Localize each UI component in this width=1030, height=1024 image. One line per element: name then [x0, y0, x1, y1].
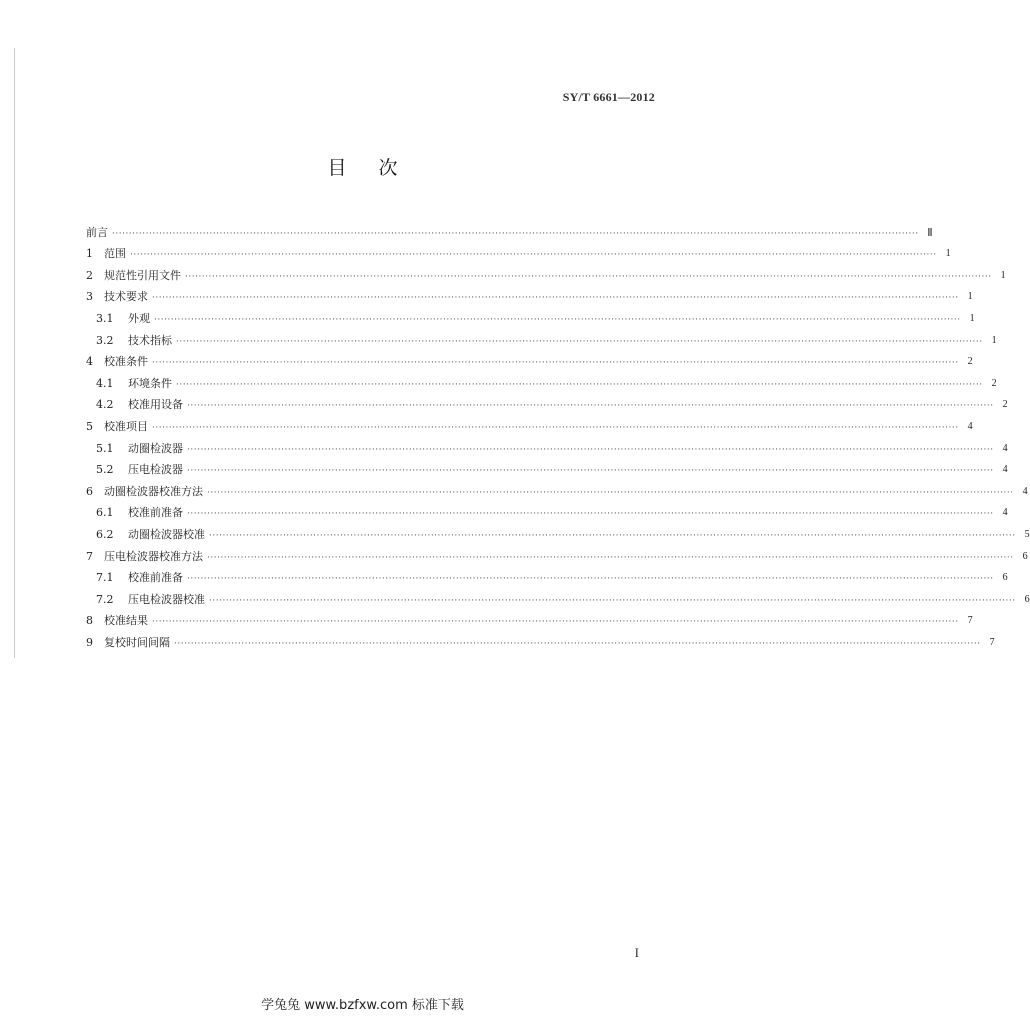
toc-entry-number: 5: [86, 419, 93, 433]
toc-entry-number: 6.2: [96, 527, 114, 541]
toc-entry-page: 7: [989, 636, 995, 648]
toc-entry-number: 4.1: [96, 376, 114, 390]
toc-entry-page: 4: [1002, 507, 1008, 519]
toc-entry-label: 环境条件: [128, 376, 172, 390]
binding-margin-line: [14, 48, 15, 658]
toc-leader-dots: ················································································································································································································································: [187, 466, 994, 477]
toc-leader-dots: ················································································································································································································································: [152, 293, 959, 304]
toc-entry-label: 校准结果: [104, 614, 148, 628]
toc-leader-dots: ················································································································································································································································: [209, 595, 1016, 606]
toc-leader-dots: ················································································································································································································································: [152, 422, 959, 433]
toc-entry-label: 复校时间间隔: [104, 635, 170, 649]
toc-entry[interactable]: [86, 434, 1008, 456]
toc-leader-dots: ················································································································································································································································: [152, 617, 959, 628]
toc-entry-page: 7: [967, 615, 973, 627]
toc-entry-label: 校准条件: [104, 355, 148, 369]
toc-entry-page: 5: [1024, 528, 1030, 540]
toc-leader-dots: ················································································································································································································································: [209, 530, 1016, 541]
toc-leader-dots: ················································································································································································································································: [187, 401, 994, 412]
toc-entry-page: 2: [967, 356, 973, 368]
toc-leader-dots: ················································································································································································································································: [176, 379, 983, 390]
toc-entry[interactable]: [86, 283, 973, 305]
toc-entry[interactable]: [86, 585, 1030, 607]
toc-entry[interactable]: [86, 499, 1008, 521]
toc-entry-label: 技术要求: [104, 290, 148, 304]
title-char-1: 目: [327, 157, 347, 179]
toc-entry-label: 技术指标: [128, 333, 172, 347]
toc-entry-page: 4: [1002, 464, 1008, 476]
toc-entry-page: 1: [1000, 269, 1006, 281]
toc-entry[interactable]: [86, 218, 933, 240]
page-title: [0, 153, 725, 180]
toc-entry-number: 6.1: [96, 506, 114, 520]
toc-leader-dots: ················································································································································································································································: [112, 228, 919, 239]
toc-entry-label: 外观: [128, 311, 150, 325]
toc-leader-dots: ················································································································································································································································: [187, 444, 994, 455]
toc-entry-label: 校准前准备: [128, 571, 183, 585]
toc-entry-page: 2: [1002, 399, 1008, 411]
toc-entry-number: 8: [86, 614, 93, 628]
toc-entry-page: 1: [967, 291, 973, 303]
toc-leader-dots: ················································································································································································································································: [187, 509, 994, 520]
toc-entry-label: 前言: [86, 225, 108, 239]
toc-entry-page: 1: [945, 248, 951, 260]
toc-entry-label: 范围: [104, 247, 126, 261]
toc-entry-page: 2: [991, 377, 997, 389]
toc-entry-number: 7: [86, 549, 93, 563]
toc-entry-label: 压电检波器校准方法: [104, 549, 203, 563]
toc-leader-dots: ················································································································································································································································: [174, 638, 981, 649]
toc-entry[interactable]: [86, 348, 973, 370]
toc-entry-label: 动圈检波器: [128, 441, 183, 455]
toc-leader-dots: ················································································································································································································································: [152, 358, 959, 369]
toc-entry-label: 动圈检波器校准: [128, 527, 205, 541]
toc-entry[interactable]: [86, 564, 1008, 586]
toc-entry-number: 3: [86, 290, 93, 304]
toc-entry-page: 4: [967, 420, 973, 432]
toc-entry-page: 1: [991, 334, 997, 346]
toc-entry[interactable]: [86, 607, 973, 629]
toc-entry[interactable]: [86, 261, 1006, 283]
title-char-2: 次: [378, 157, 398, 179]
toc-leader-dots: ················································································································································································································································: [185, 271, 992, 282]
toc-leader-dots: ················································································································································································································································: [176, 336, 983, 347]
toc-entry-page: 6: [1002, 572, 1008, 584]
toc-leader-dots: ················································································································································································································································: [187, 574, 994, 585]
toc-entry-number: 6: [86, 484, 93, 498]
toc-entry-page: 4: [1002, 442, 1008, 454]
toc-entry-number: 2: [86, 268, 93, 282]
toc-entry-number: 3.1: [96, 311, 114, 325]
toc-entry[interactable]: [86, 542, 1028, 564]
source-watermark: 学兔兔 www.bzfxw.com 标准下载: [261, 998, 464, 1013]
toc-entry[interactable]: [86, 369, 997, 391]
toc-entry-page: 6: [1024, 593, 1030, 605]
table-of-contents: [86, 218, 1030, 650]
toc-leader-dots: ················································································································································································································································: [207, 552, 1014, 563]
toc-entry[interactable]: [86, 391, 1008, 413]
toc-entry-page: Ⅱ: [927, 226, 933, 239]
toc-entry-label: 校准用设备: [128, 398, 183, 412]
toc-leader-dots: ················································································································································································································································: [154, 314, 961, 325]
page-number: I: [634, 945, 639, 960]
toc-entry-number: 4.2: [96, 398, 114, 412]
toc-entry[interactable]: [86, 304, 975, 326]
toc-entry-number: 5.2: [96, 463, 114, 477]
toc-entry-label: 校准项目: [104, 419, 148, 433]
toc-entry[interactable]: [86, 240, 951, 262]
toc-entry-number: 4: [86, 355, 93, 369]
toc-entry[interactable]: [86, 326, 997, 348]
standard-number: SY/T 6661—2012: [562, 90, 655, 104]
toc-entry-number: 7.1: [96, 571, 114, 585]
toc-entry-page: 1: [969, 312, 975, 324]
toc-entry-number: 7.2: [96, 592, 114, 606]
toc-entry-label: 动圈检波器校准方法: [104, 484, 203, 498]
toc-entry-page: 6: [1022, 550, 1028, 562]
toc-entry[interactable]: [86, 456, 1008, 478]
toc-entry[interactable]: [86, 477, 1028, 499]
toc-entry-number: 1: [86, 247, 93, 261]
toc-entry-number: 9: [86, 635, 93, 649]
toc-entry[interactable]: [86, 412, 973, 434]
toc-entry-label: 规范性引用文件: [104, 268, 181, 282]
toc-entry-number: 5.1: [96, 441, 114, 455]
toc-leader-dots: ················································································································································································································································: [130, 250, 937, 261]
toc-entry[interactable]: [86, 520, 1030, 542]
toc-entry-label: 压电检波器: [128, 463, 183, 477]
toc-entry-number: 3.2: [96, 333, 114, 347]
toc-leader-dots: ················································································································································································································································: [207, 487, 1014, 498]
toc-entry-page: 4: [1022, 485, 1028, 497]
toc-entry[interactable]: [86, 628, 995, 650]
toc-entry-label: 校准前准备: [128, 506, 183, 520]
toc-entry-label: 压电检波器校准: [128, 592, 205, 606]
